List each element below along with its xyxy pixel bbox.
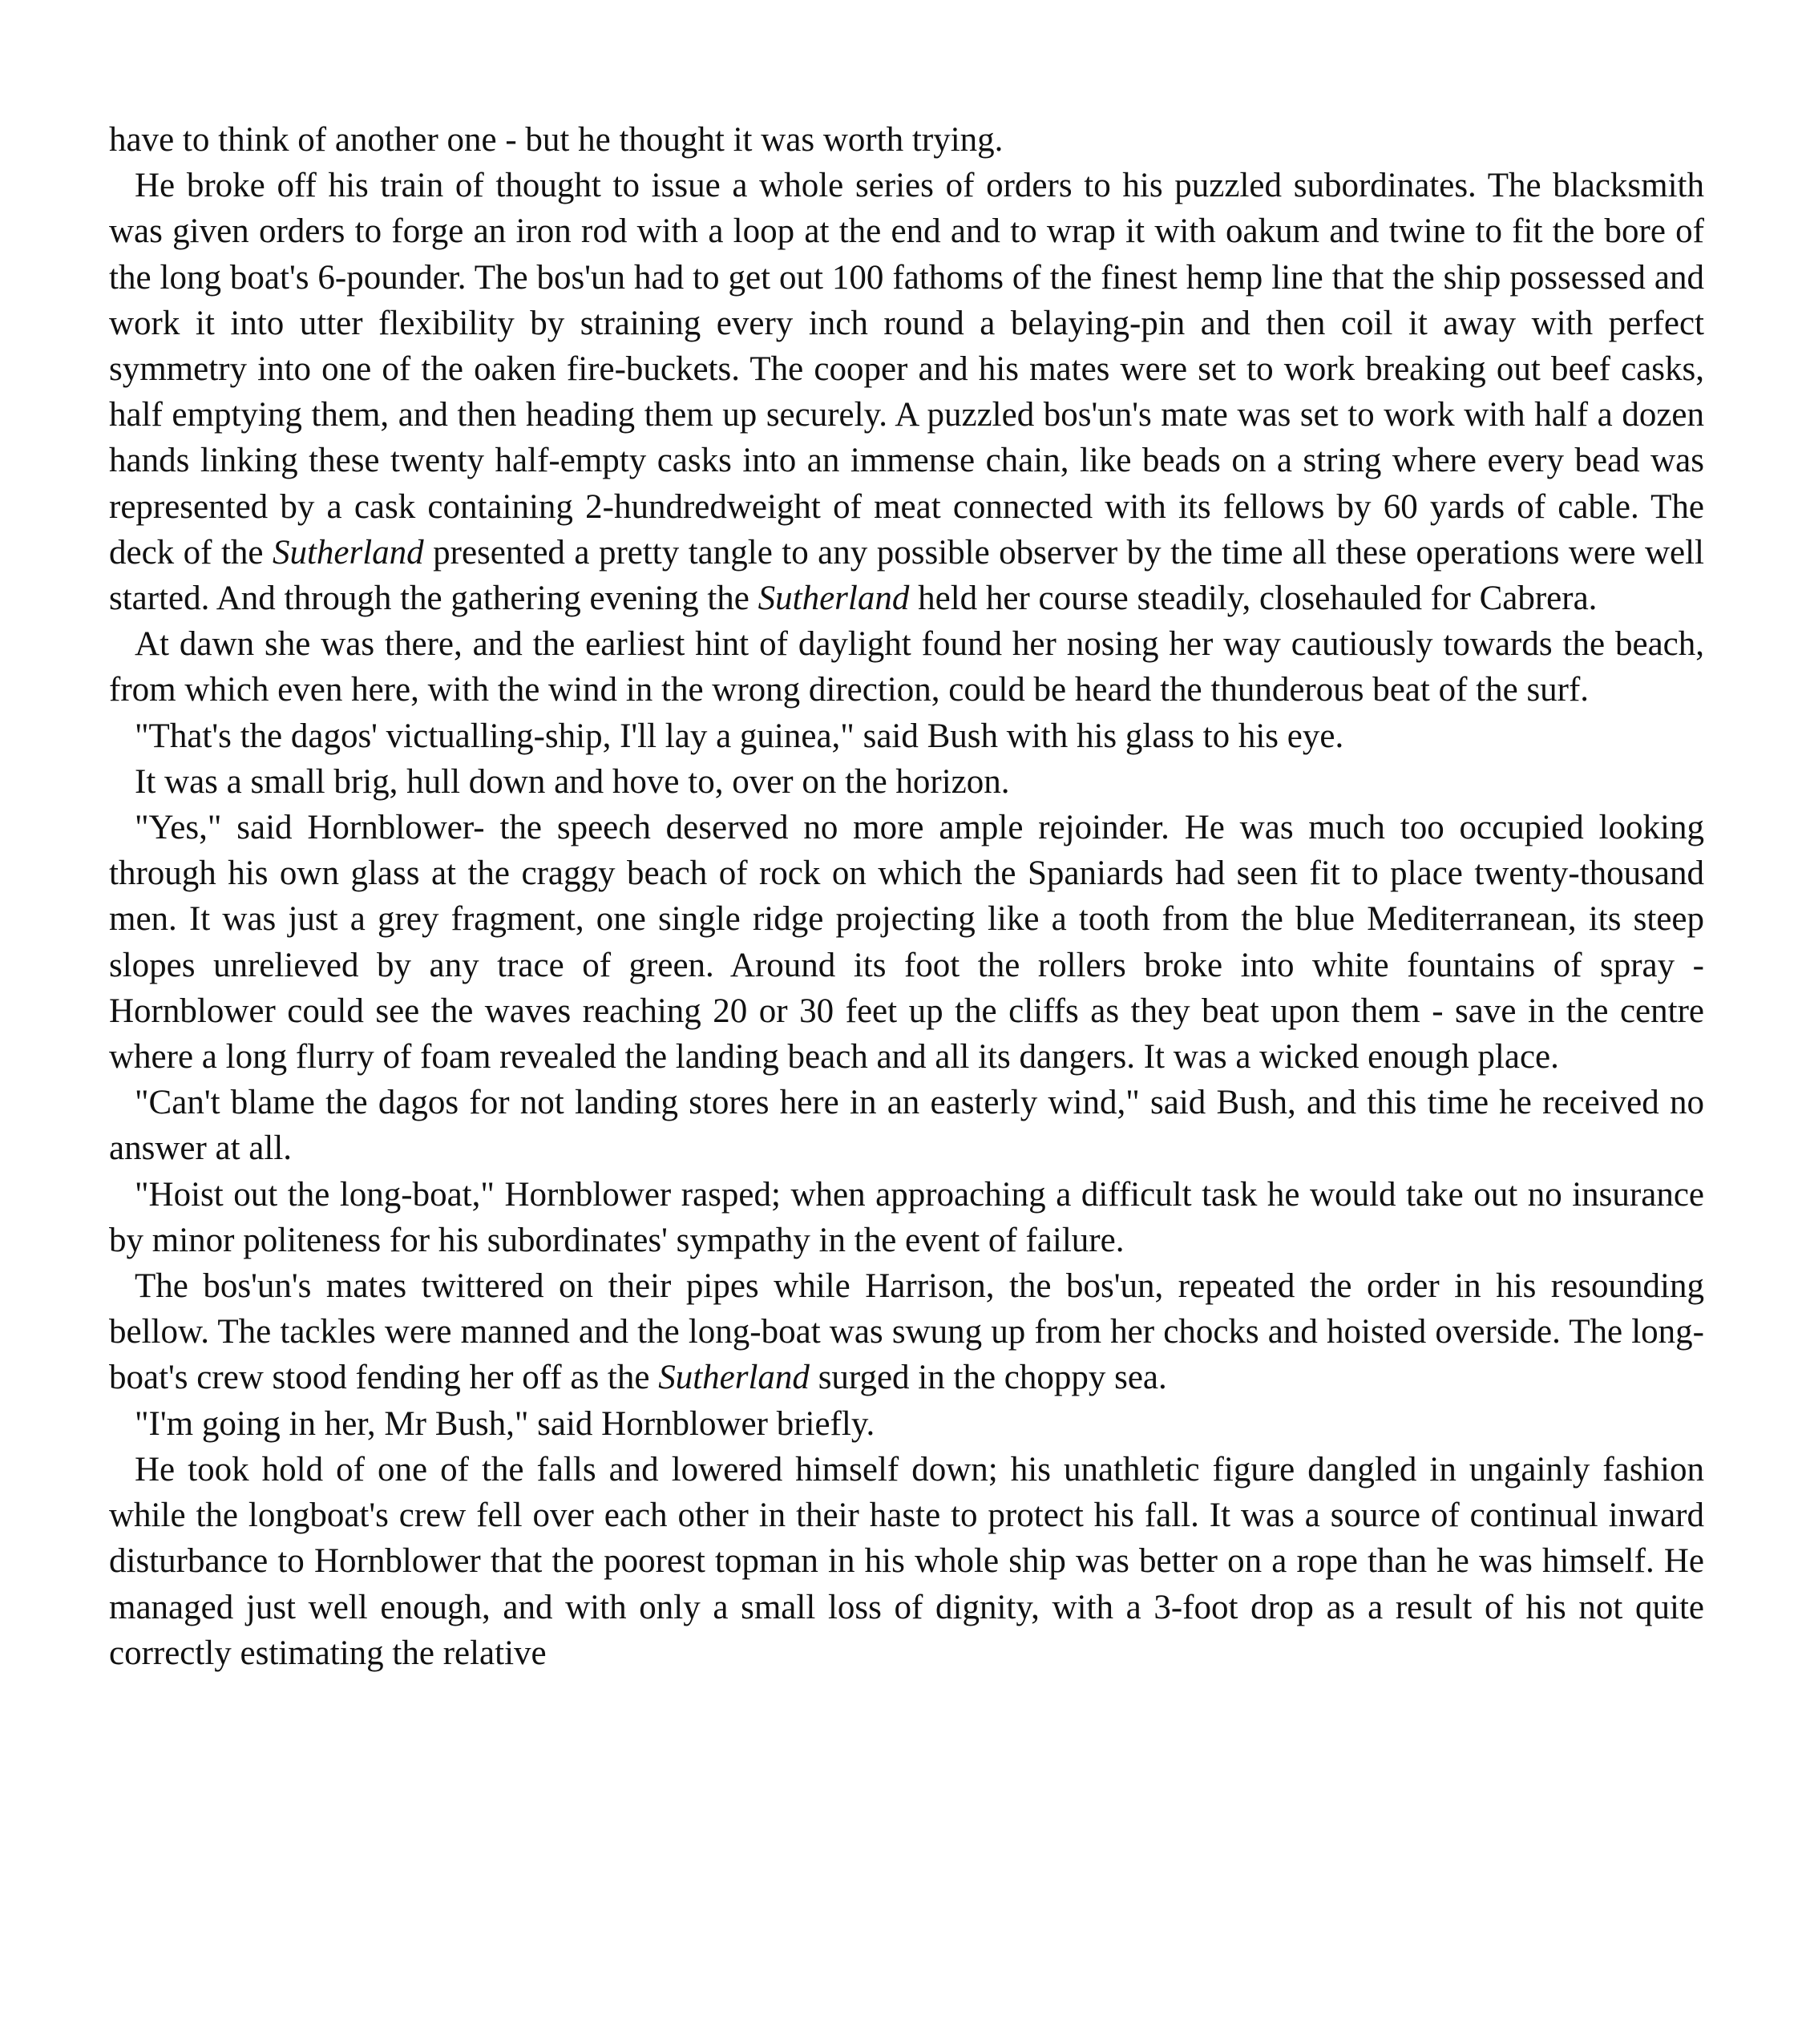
text-run: held her course steadily, closehauled for Cabrera. [909, 580, 1598, 618]
paragraph [109, 621, 1704, 713]
paragraph [109, 1401, 1704, 1447]
paragraph [109, 759, 1704, 805]
paragraph [109, 1263, 1704, 1401]
paragraph [109, 1447, 1704, 1676]
text-run: The bos'un's mates twittered on their pipes while Harrison, the bos'un, repeated the order in his resounding bellow. The tackles were manned and the long-boat was swung up from her chocks and hoisted overside. The long-boat's crew stood fending her off as the [109, 1267, 1704, 1397]
page-body [109, 117, 1704, 1676]
text-run: have to think of another one - but he thought it was worth trying. [109, 121, 1004, 159]
text-run: "Yes," said Hornblower- the speech deserved no more ample rejoinder. He was much too occupied looking through his own glass at the craggy beach of rock on which the Spaniards had seen fit to place twenty-thousand men. It was just a grey fragment, one single ridge projecting like a tooth from the blue Mediterranean, its steep slopes unrelieved by any trace of green. Around its foot the rollers broke into white fountains of spray - Hornblower could see the waves reaching 20 or 30 feet up the cliffs as they beat upon them - save in the centre where a long flurry of foam revealed the landing beach and all its dangers. It was a wicked enough place. [109, 809, 1704, 1077]
text-run: "I'm going in her, Mr Bush," said Hornblower briefly. [135, 1404, 875, 1443]
paragraph [109, 1080, 1704, 1171]
text-run: "That's the dagos' victualling-ship, I'll lay a guinea," said Bush with his glass to his eye. [135, 717, 1344, 755]
ship-name-italic: Sutherland [272, 533, 424, 572]
text-run: At dawn she was there, and the earliest hint of daylight found her nosing her way cautiously towards the beach, from which even here, with the wind in the wrong direction, could be heard the thunderous beat of the surf. [109, 625, 1704, 709]
paragraph [109, 1172, 1704, 1263]
paragraph [109, 163, 1704, 621]
text-run: "Can't blame the dagos for not landing stores here in an easterly wind," said Bush, and this time he received no answer at all. [109, 1084, 1704, 1168]
text-run: It was a small brig, hull down and hove to, over on the horizon. [135, 762, 1010, 801]
paragraph [109, 117, 1704, 163]
ship-name-italic: Sutherland [658, 1359, 810, 1397]
paragraph [109, 805, 1704, 1080]
paragraph [109, 713, 1704, 759]
text-run: surged in the choppy sea. [809, 1359, 1167, 1397]
text-run: "Hoist out the long-boat," Hornblower rasped; when approaching a difficult task he would take out no insurance by minor politeness for his subordinates' sympathy in the event of failure. [109, 1175, 1704, 1259]
ship-name-italic: Sutherland [758, 580, 910, 618]
text-run: He took hold of one of the falls and lowered himself down; his unathletic figure dangled in ungainly fashion while the longboat's crew fell over each other in their haste to protect his fall. It was a source of continual inward disturbance to Hornblower that the poorest topman in his whole ship was better on a rope than he was himself. He managed just well enough, and with only a small loss of dignity, with a 3-foot drop as a result of his not quite correctly estimating the relative [109, 1450, 1704, 1672]
text-run: He broke off his train of thought to issue a whole series of orders to his puzzled subordinates. The blacksmith was given orders to forge an iron rod with a loop at the end and to wrap it with oakum and twine to fit the bore of the long boat's 6-pounder. The bos'un had to get out 100 fathoms of the finest hemp line that the ship possessed and work it into utter flexibility by straining every inch round a belaying-pin and then coil it away with perfect symmetry into one of the oaken fire-buckets. The cooper and his mates were set to work breaking out beef casks, half emptying them, and then heading them up securely. A puzzled bos'un's mate was set to work with half a dozen hands linking these twenty half-empty casks into an immense chain, like beads on a string where every bead was represented by a cask containing 2-hundredweight of meat connected with its fellows by 60 yards of cable. The deck of the [109, 167, 1704, 572]
text-run: presented a pretty tangle to any possible observer by the time all these operations were well started. And through the gathering evening the [109, 533, 1704, 618]
